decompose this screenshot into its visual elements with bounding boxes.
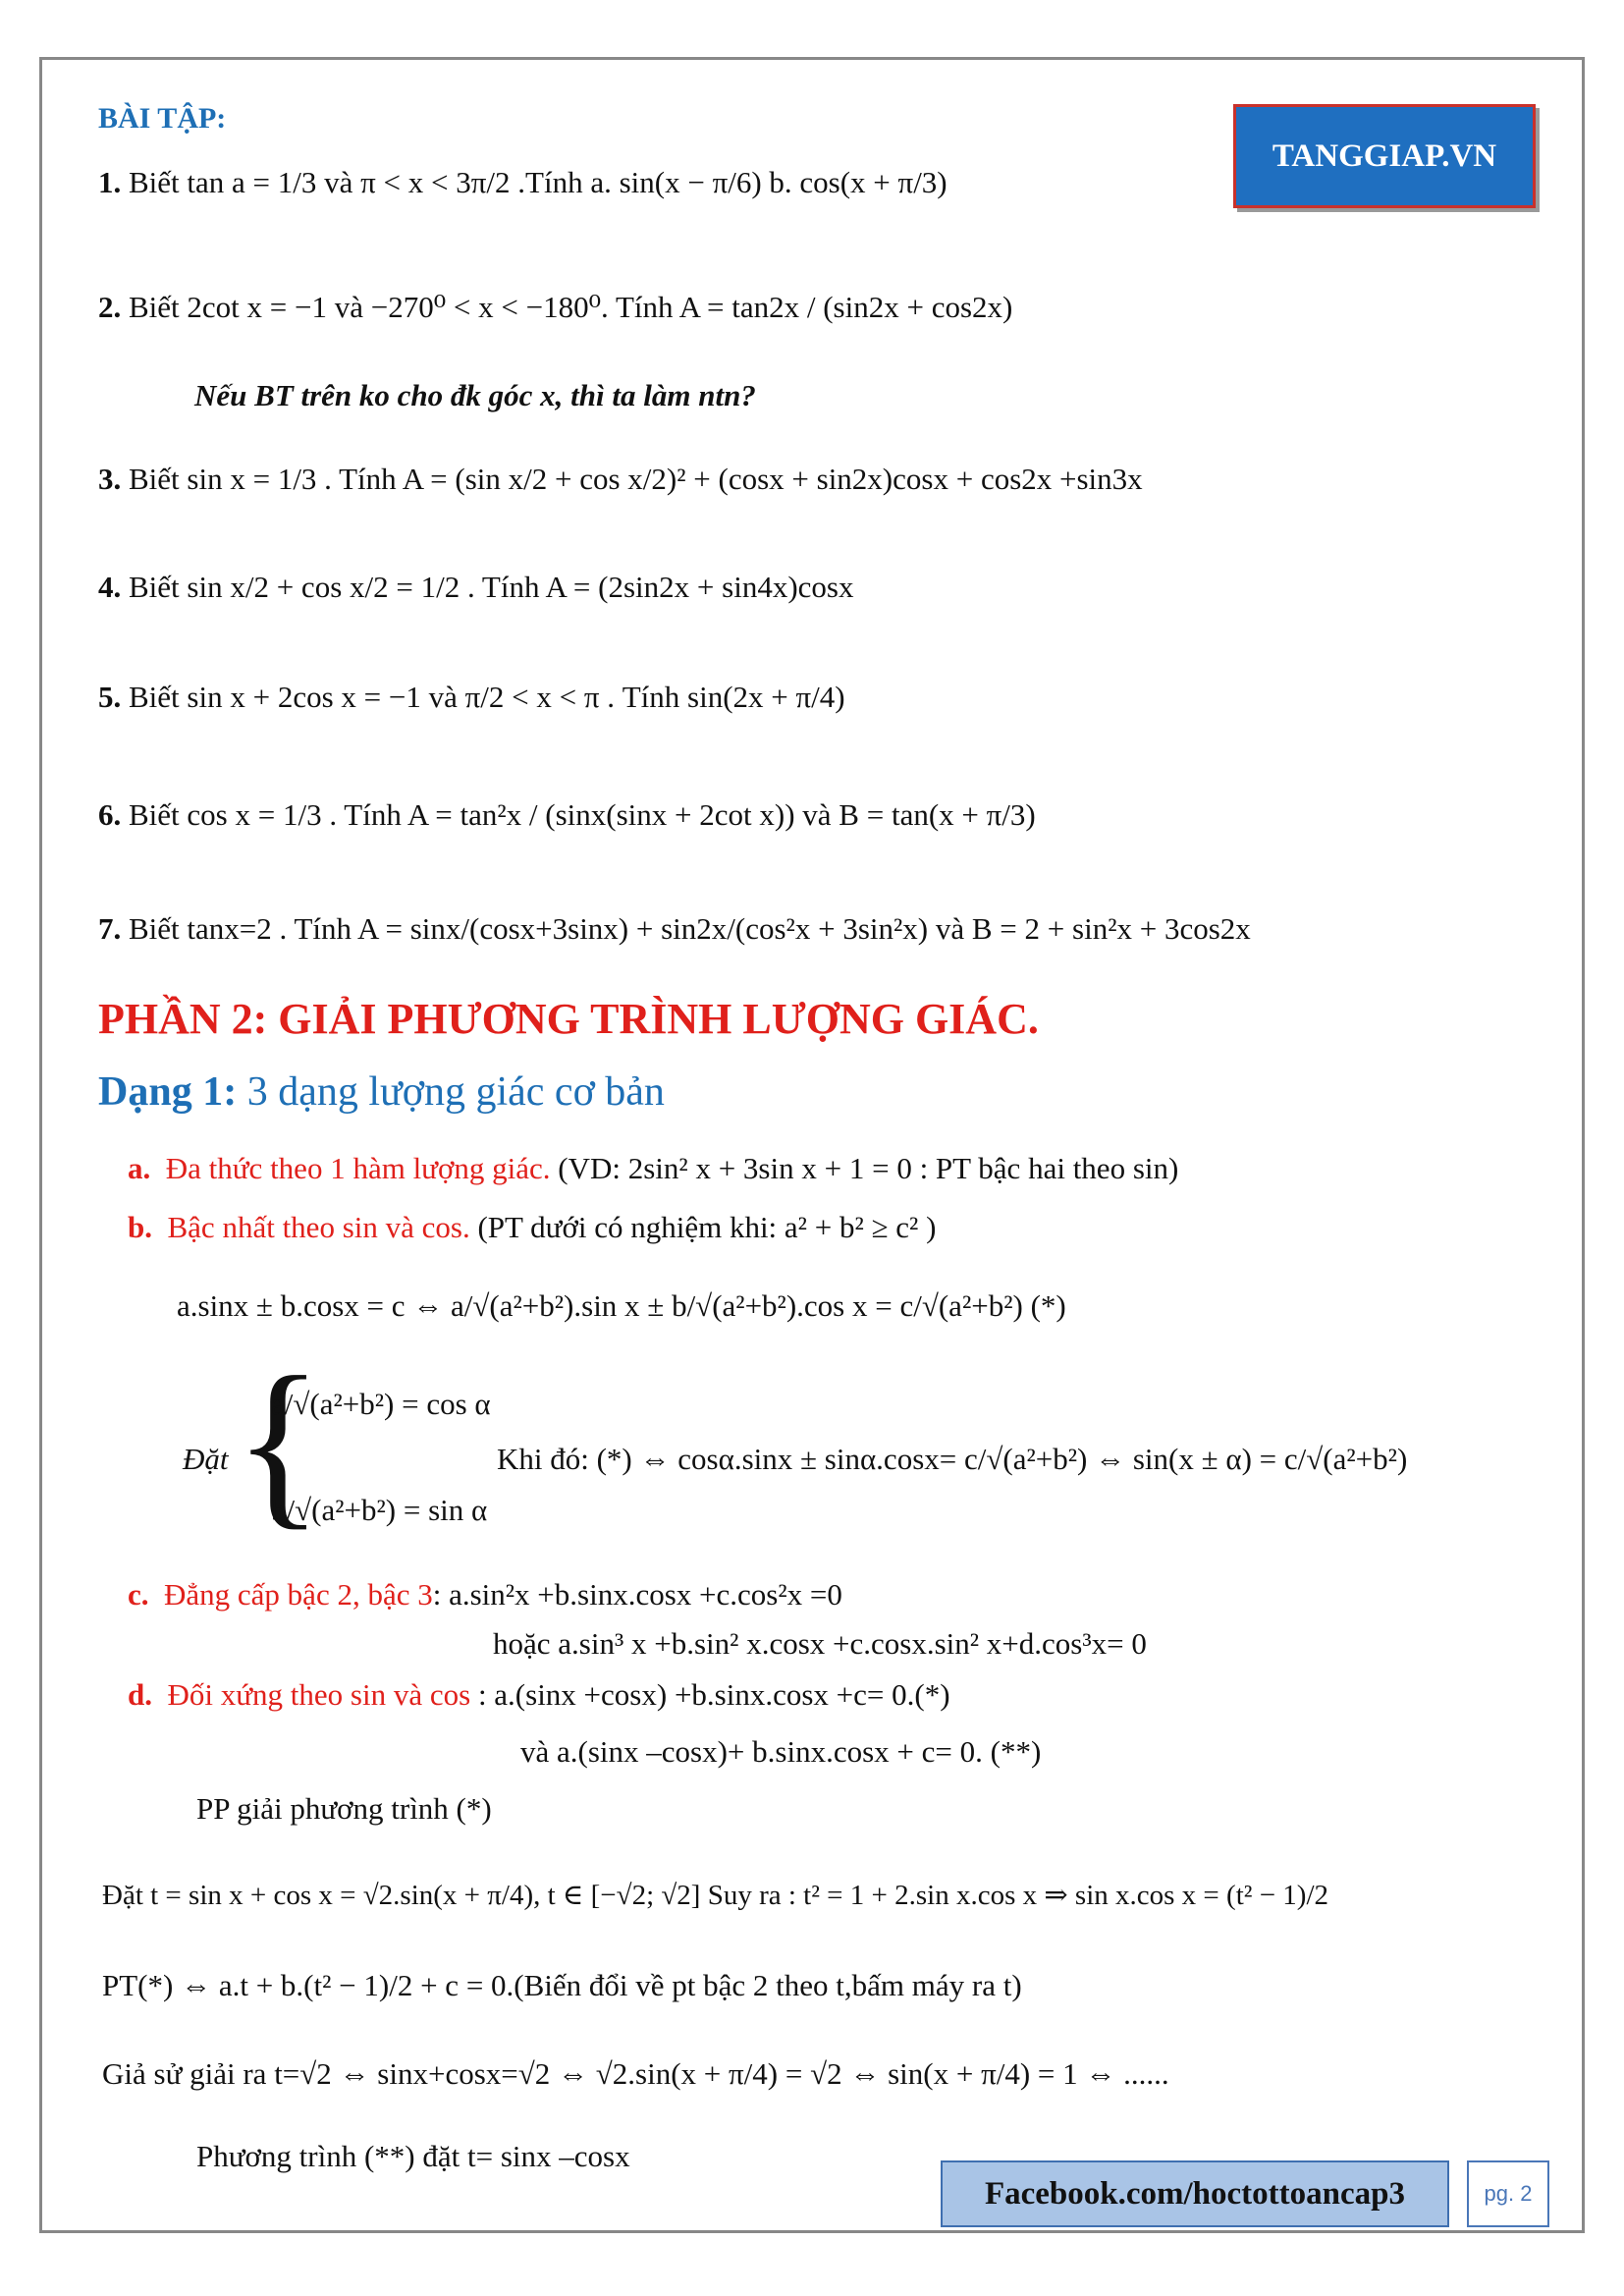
pp-heading: PP giải phương trình (*) [196, 1791, 492, 1826]
part-2-title: PHẦN 2: GIẢI PHƯƠNG TRÌNH LƯỢNG GIÁC. [98, 995, 1039, 1043]
item-label: d. [128, 1677, 152, 1712]
item-label: a. [128, 1151, 151, 1185]
item-detail: : a.sin²x +b.sinx.cosx +c.cos²x =0 [432, 1577, 842, 1612]
formula-b: a.sinx ± b.cosx = c ⇔ a/√(a²+b²).sin x ± b/√(a²+b²).cos x = c/√(a²+b²) (*) [177, 1288, 1066, 1323]
exercise-text: Biết 2cot x = −1 và −270⁰ < x < −180⁰. Tính A = tan2x / (sin2x + cos2x) [129, 290, 1013, 324]
item-d-line-2: và a.(sinx –cosx)+ b.sinx.cosx + c= 0. (**) [520, 1734, 1042, 1769]
exercise-text: Biết tanx=2 . Tính A = sinx/(cosx+3sinx) + sin2x/(cos²x + 3sin²x) và B = 2 + sin²x + 3cos2x [129, 911, 1251, 946]
exercise-4 [98, 570, 853, 605]
item-detail: (PT dưới có nghiệm khi: a² + b² ≥ c² ) [469, 1210, 937, 1244]
exercise-text: Biết sin x + 2cos x = −1 và π/2 < x < π . Tính sin(2x + π/4) [129, 680, 845, 714]
item-d [128, 1677, 950, 1713]
dang-1-heading [98, 1068, 665, 1116]
exercise-number: 1. [98, 165, 122, 199]
item-heading: Bậc nhất theo sin và cos. [167, 1210, 470, 1244]
item-c [128, 1577, 842, 1613]
system-brace: { [234, 1339, 324, 1546]
system-line-1: a/√(a²+b²) = cos α [271, 1387, 491, 1421]
item-heading: Đẳng cấp bậc 2, bậc 3 [164, 1577, 433, 1612]
pt2-note: Phương trình (**) đặt t= sinx –cosx [196, 2139, 630, 2173]
item-heading: Đối xứng theo sin và cos [167, 1677, 471, 1712]
exercise-7 [98, 911, 1251, 947]
exercise-text: Biết sin x = 1/3 . Tính A = (sin x/2 + cos x/2)² + (cosx + sin2x)cosx + cos2x +sin3x [129, 462, 1143, 496]
item-heading: Đa thức theo 1 hàm lượng giác. [165, 1151, 551, 1185]
item-detail: : a.(sinx +cosx) +b.sinx.cosx +c= 0.(*) [470, 1677, 950, 1712]
item-a [128, 1151, 1178, 1186]
system-line-2: b/√(a²+b²) = sin α [271, 1493, 488, 1527]
exercise-text: Biết sin x/2 + cos x/2 = 1/2 . Tính A = (2sin2x + sin4x)cosx [129, 570, 854, 604]
exercise-text: Biết cos x = 1/3 . Tính A = tan²x / (sinx(sinx + 2cot x)) và B = tan(x + π/3) [129, 797, 1036, 832]
brand-badge: TANGGIAP.VN [1233, 104, 1536, 208]
gia-su-formula: Giả sử giải ra t=√2 ⇔ sinx+cosx=√2 ⇔ √2.sin(x + π/4) = √2 ⇔ sin(x + π/4) = 1 ⇔ ...... [102, 2056, 1169, 2091]
section-title: BÀI TẬP: [98, 102, 227, 135]
exercise-note: Nếu BT trên ko cho đk góc x, thì ta làm ntn? [194, 378, 756, 412]
item-detail: (VD: 2sin² x + 3sin x + 1 = 0 : PT bậc hai theo sin) [550, 1151, 1179, 1185]
exercise-number: 2. [98, 290, 122, 324]
exercise-number: 4. [98, 570, 122, 604]
exercise-1 [98, 165, 947, 200]
exercise-number: 7. [98, 911, 122, 946]
exercise-5 [98, 680, 845, 715]
exercise-text: Biết tan a = 1/3 và π < x < 3π/2 .Tính a. sin(x − π/6) b. cos(x + π/3) [129, 165, 947, 199]
exercise-number: 3. [98, 462, 122, 496]
khi-do-formula: Khi đó: (*) ⇔ cosα.sinx ± sinα.cosx= c/√(a²+b²) ⇔ sin(x ± α) = c/√(a²+b²) [497, 1442, 1408, 1476]
facebook-banner: Facebook.com/hoctottoancap3 [941, 2160, 1449, 2227]
item-b [128, 1210, 936, 1245]
item-c-line-2: hoặc a.sin³ x +b.sin² x.cosx +c.cosx.sin² x+d.cos³x= 0 [493, 1626, 1147, 1661]
dat-label: Đặt [183, 1442, 229, 1476]
exercise-3 [98, 462, 1143, 497]
item-label: b. [128, 1210, 152, 1244]
exercise-number: 6. [98, 797, 122, 832]
exercise-2 [98, 290, 1012, 325]
dat-t-formula: Đặt t = sin x + cos x = √2.sin(x + π/4), t ∈ [−√2; √2] Suy ra : t² = 1 + 2.sin x.cos x ⇒ sin x.cos x = (t² − 1)/2 [102, 1880, 1329, 1911]
exercise-number: 5. [98, 680, 122, 714]
page-number: pg. 2 [1467, 2160, 1549, 2227]
item-label: c. [128, 1577, 149, 1612]
dang-1-label: Dạng 1: [98, 1069, 238, 1115]
exercise-6 [98, 797, 1036, 833]
dang-1-text: 3 dạng lượng giác cơ bản [237, 1069, 665, 1115]
pt-formula: PT(*) ⇔ a.t + b.(t² − 1)/2 + c = 0.(Biến đổi về pt bậc 2 theo t,bấm máy ra t) [102, 1968, 1022, 2002]
